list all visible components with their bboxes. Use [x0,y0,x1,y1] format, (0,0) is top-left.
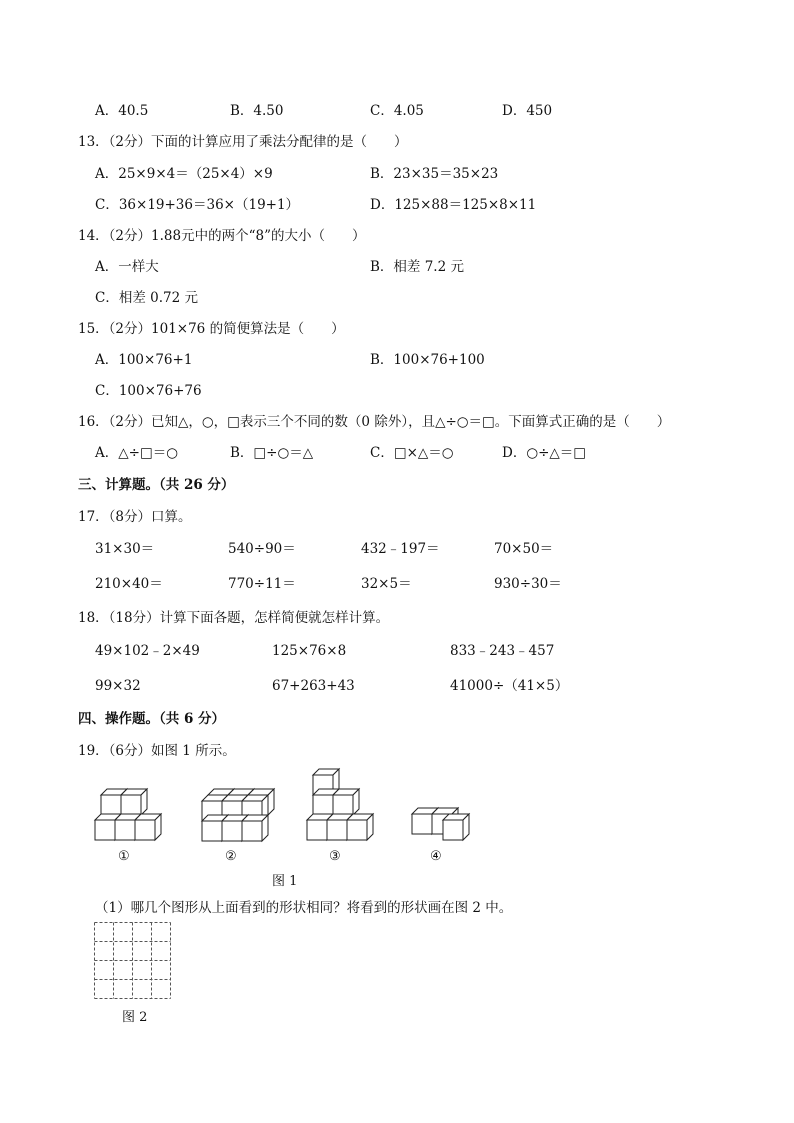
section-3-heading: 三、计算题。（共 26 分） [78,477,235,493]
q19-stem: 19．（6分）如图 1 所示。 [78,743,236,759]
q17-item: 31×30＝ [95,541,155,557]
shape-4-label: ④ [430,849,442,864]
shape-1-label: ① [118,849,130,864]
q17-stem: 17．（8分）口算。 [78,509,192,525]
figure-2-grid [94,922,174,1002]
q14-stem: 14．（2分）1.88元中的两个“8”的大小（ ） [78,228,366,244]
q16-option-a: A．△÷□＝○ [95,445,178,461]
shape-2-label: ② [225,849,237,864]
q16-option-c: C．□×△＝○ [370,445,454,461]
shape-3 [307,769,373,840]
shape-1 [95,789,161,840]
q13-option-c: C．36×19+36＝36×（19+1） [95,197,300,213]
q18-item: 125×76×8 [272,643,347,659]
q17-item: 70×50＝ [494,541,554,557]
section-4-heading: 四、操作题。（共 6 分） [78,711,226,727]
q18-item: 99×32 [95,678,141,694]
q12-option-b: B．4.50 [230,103,284,119]
q13-stem: 13．（2分）下面的计算应用了乘法分配律的是（ ） [78,134,408,150]
q14-option-b: B．相差 7.2 元 [370,259,464,275]
q15-option-b: B．100×76+100 [370,352,485,368]
figure-1-caption: 图 1 [272,874,298,889]
q18-stem: 18．（18分）计算下面各题，怎样简便就怎样计算。 [78,610,390,626]
q19-sub-question-1: （1）哪几个图形从上面看到的形状相同？将看到的形状画在图 2 中。 [95,900,513,916]
q17-item: 770÷11＝ [228,576,296,592]
q16-option-b: B．□÷○＝△ [230,445,314,461]
q18-item: 41000÷（41×5） [450,678,569,694]
q17-item: 210×40＝ [95,576,163,592]
shape-3-label: ③ [329,849,341,864]
q17-item: 540÷90＝ [228,541,296,557]
q13-option-d: D．125×88＝125×8×11 [370,197,537,213]
q18-item: 67+263+43 [272,678,355,694]
q18-item: 49×102﹣2×49 [95,643,200,659]
q14-option-c: C．相差 0.72 元 [95,290,198,306]
q12-option-c: C．4.05 [370,103,424,119]
q15-option-a: A．100×76+1 [95,352,193,368]
q17-item: 432﹣197＝ [361,541,440,557]
q15-option-c: C．100×76+76 [95,383,202,399]
figure-2-caption: 图 2 [122,1010,148,1025]
shape-4 [412,808,469,840]
shape-2 [202,789,274,841]
q15-stem: 15．（2分）101×76 的简便算法是（ ） [78,321,345,337]
q17-item: 32×5＝ [361,576,412,592]
q16-stem: 16．（2分）已知△，○，□表示三个不同的数（0 除外），且△÷○＝□。下面算式正确的是（ ） [78,414,671,430]
q16-option-d: D．○÷△＝□ [502,445,587,461]
q12-option-d: D．450 [502,103,553,119]
q17-item: 930÷30＝ [494,576,562,592]
q18-item: 833﹣243﹣457 [450,643,555,659]
q12-option-a: A．40.5 [95,103,149,119]
q13-option-b: B．23×35＝35×23 [370,166,499,182]
q13-option-a: A．25×9×4＝（25×4）×9 [95,166,273,182]
q14-option-a: A．一样大 [95,259,159,275]
